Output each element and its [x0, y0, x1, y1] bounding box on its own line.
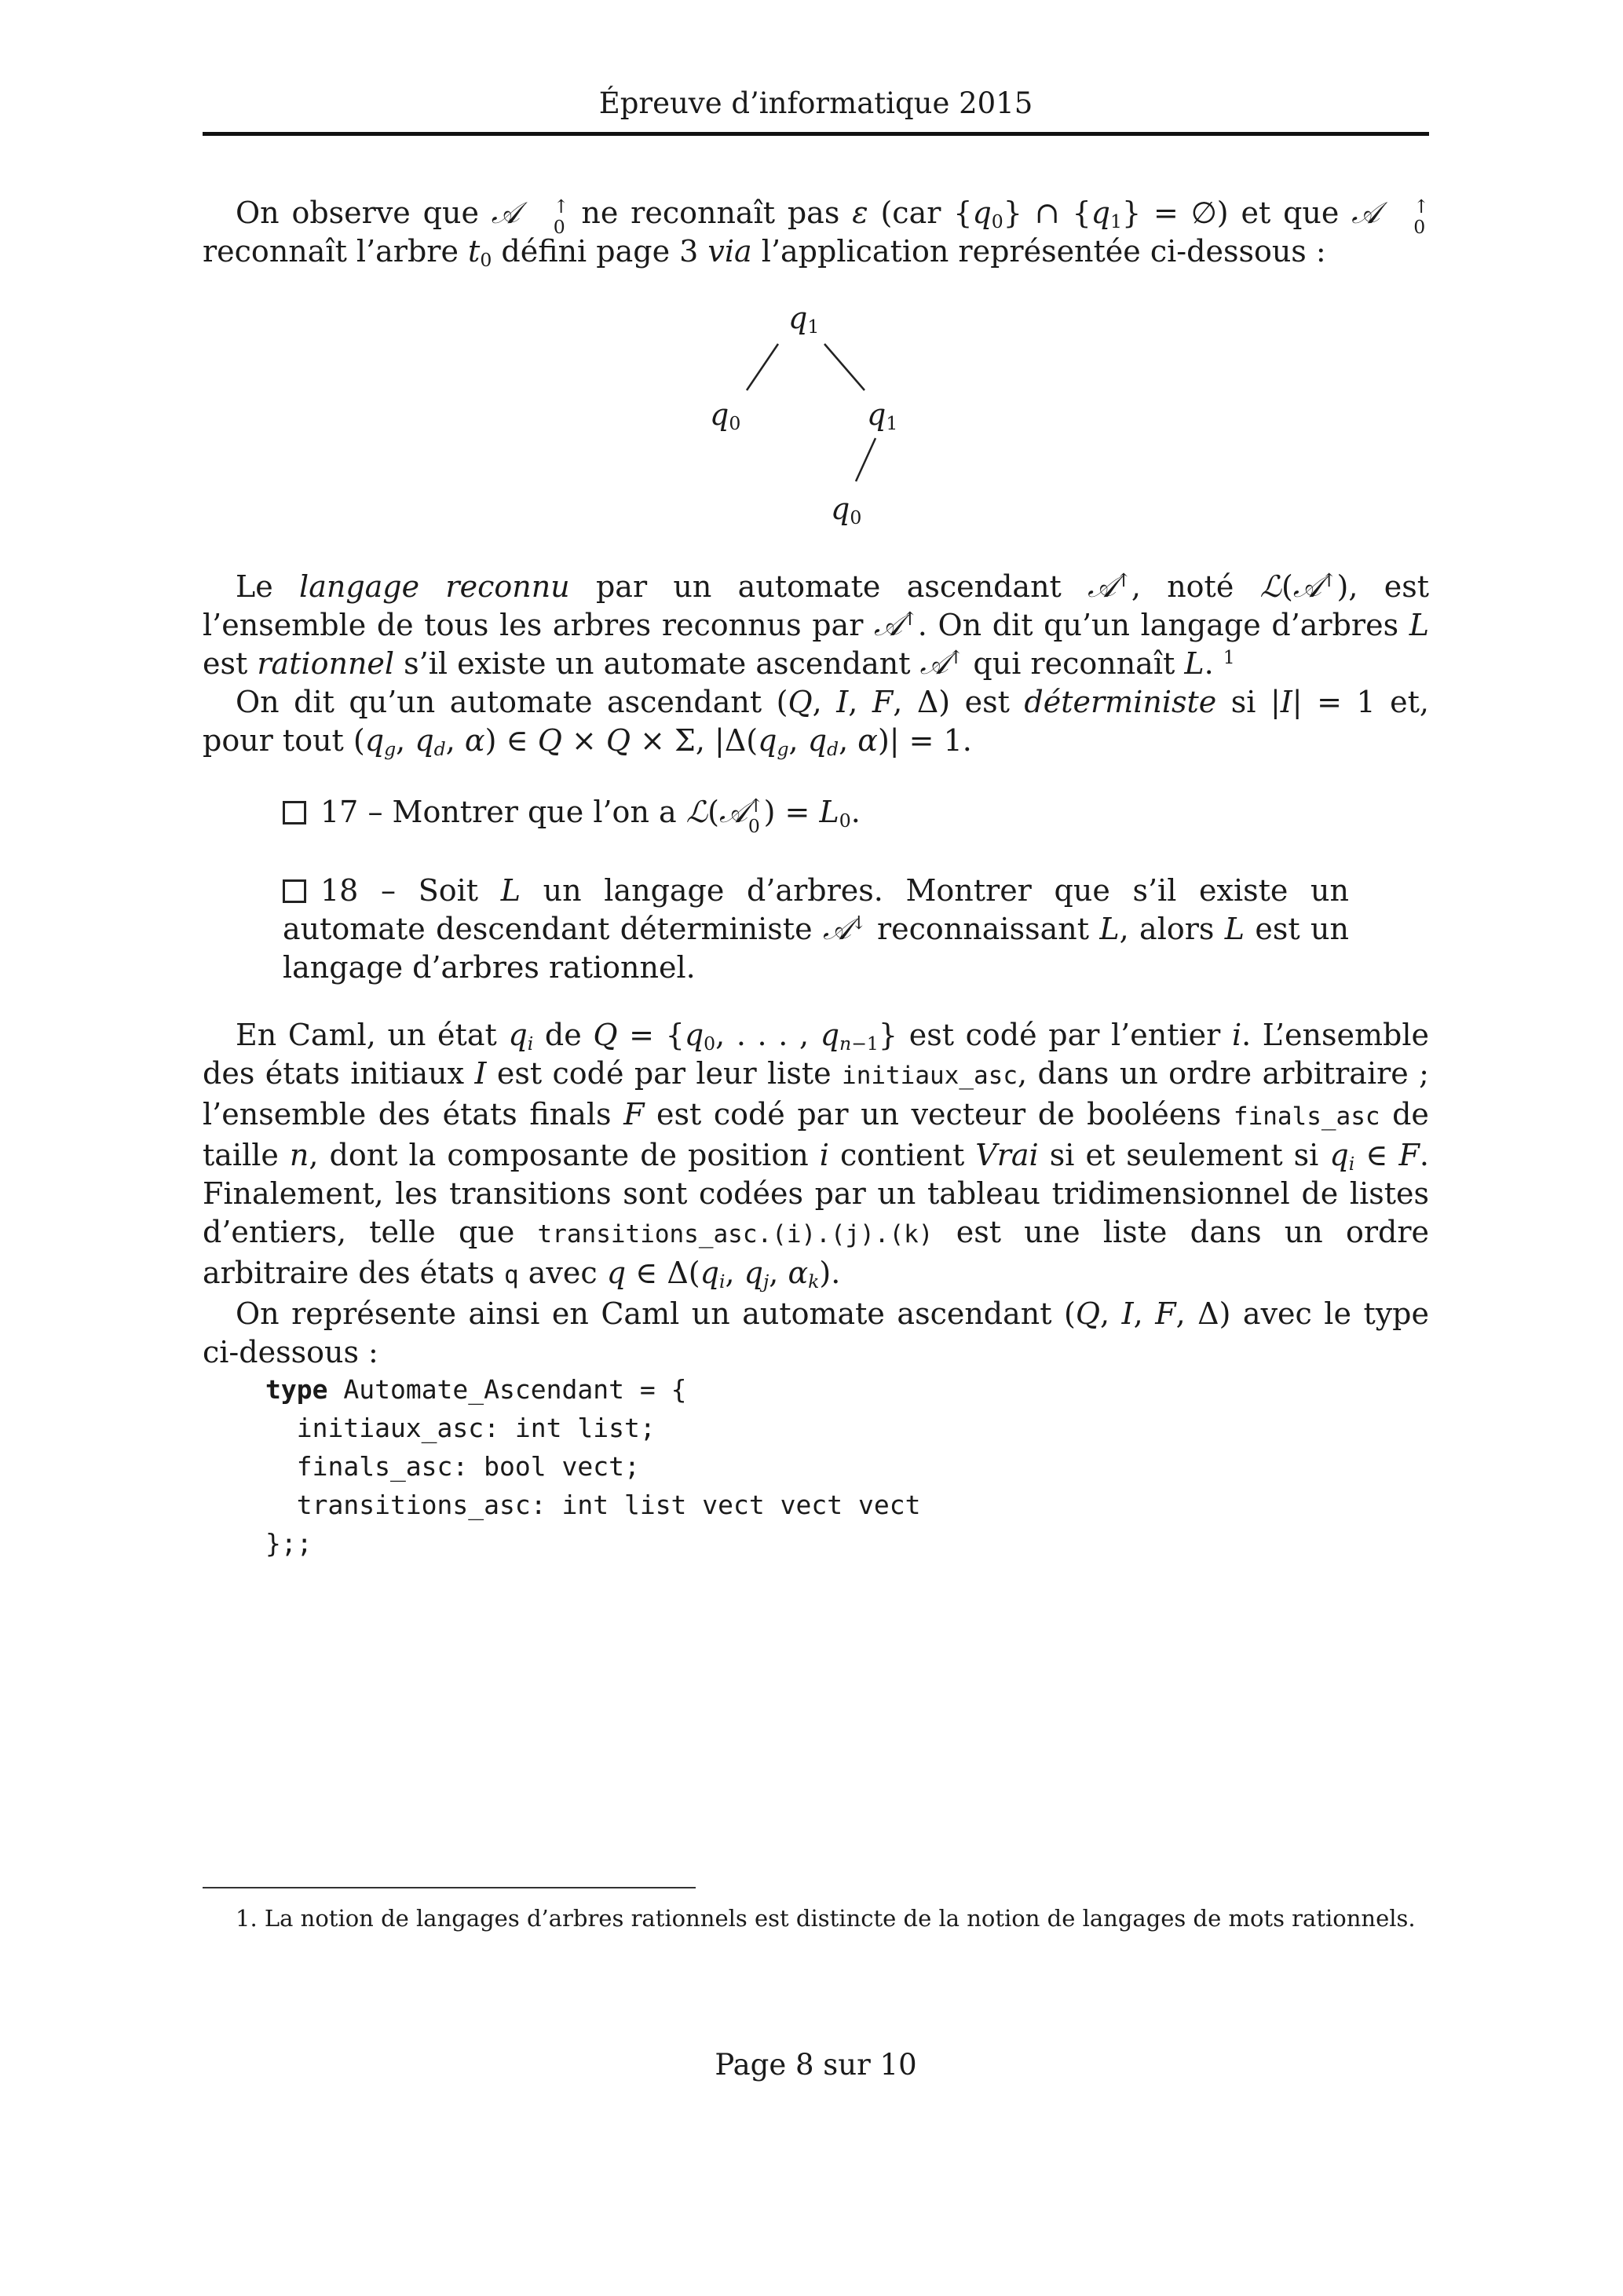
caml-paragraph: En Caml, un état $q_i$ de $Q = \{q_0$, . . . , $q_{n-1}$} est codé par l’entier i. L’ensemble des états initiaux I est codé par leur liste initiaux_asc, dans un ordre arbitraire ; l’ensemble des états finals F est codé par un vecteur de booléens finals_asc de taille n, dont la composante de position i contient Vrai si et seulement si $q_i$ ∈ F. Finalement, les transitions sont codées par un tableau tridimensionnel de listes d’entiers, telle que transitions_asc.(i).(j).(k) est une liste dans un ordre arbitraire des états q avec q ∈ $\Delta(q_i$, $q_j$, $\alpha_k$). On représente ainsi en Caml un automate ascendant (Q, I, F, Δ) avec le type ci-dessous :: [203, 1018, 1429, 1369]
tree-node-left: $q_0$: [710, 397, 741, 434]
footnote: 1. La notion de langages d’arbres rationnels est distincte de la notion de langages de mots rationnels.: [236, 1905, 1416, 1932]
edge-root-left: [747, 344, 778, 390]
tree-node-root: $q_1$: [788, 301, 820, 338]
edge-root-right: [824, 344, 865, 390]
tree-edges: [0, 0, 1623, 550]
code-keyword: type: [265, 1374, 328, 1405]
tree-node-right-child: $q_0$: [831, 492, 862, 528]
page-number: Page 8 sur 10: [715, 2048, 917, 2082]
question-checkbox-icon: [283, 879, 306, 903]
question-17: 17 – Montrer que l’on a ℒ(𝒜 ↑ 0 ) = $L_0$.: [283, 793, 1349, 832]
question-checkbox-icon: [283, 801, 306, 824]
tree-node-right: $q_1$: [867, 397, 898, 434]
question-18: 18 – Soit L un langage d’arbres. Montrer que s’il existe un automate descendant déterministe 𝒜↓ reconnaissant L, alors L est un langage d’arbres rationnel.: [283, 873, 1349, 985]
intro-paragraph: On observe que 𝒜 ↑ 0 ne reconnaît pas ε (car $\{q_0\}$ ∩ $\{q_1\}$ = ∅) et que 𝒜 ↑ 0 reconnaît l’arbre $t_0$ défini page 3 via l’application représentée ci-dessous :: [203, 195, 1429, 271]
footnote-mark: 1: [1223, 646, 1235, 669]
page-header: Épreuve d’informatique 2015: [598, 86, 1033, 120]
footnote-rule: [203, 1887, 696, 1888]
code-block: type Automate_Ascendant = { initiaux_asc: int list; finals_asc: bool vect; transitions_asc: int list vect vect vect };;: [265, 1374, 921, 1559]
tree-root-label: 1: [807, 315, 820, 338]
edge-right-child: [856, 438, 875, 481]
language-paragraph: Le langage reconnu par un automate ascendant 𝒜↑, noté ℒ(𝒜↑), est l’ensemble de tous les arbres reconnus par 𝒜↑. On dit qu’un langage d’arbres L est rationnel s’il existe un automate ascendant 𝒜↑ qui reconnaît L. $^1$ On dit qu’un automate ascendant (Q, I, F, Δ) est déterministe si |I| = 1 et, pour tout ($q_g$, $q_d$, α) ∈ Q × Q × Σ, $|\Delta(q_g$, $q_d$, α)| = 1.: [203, 569, 1429, 760]
